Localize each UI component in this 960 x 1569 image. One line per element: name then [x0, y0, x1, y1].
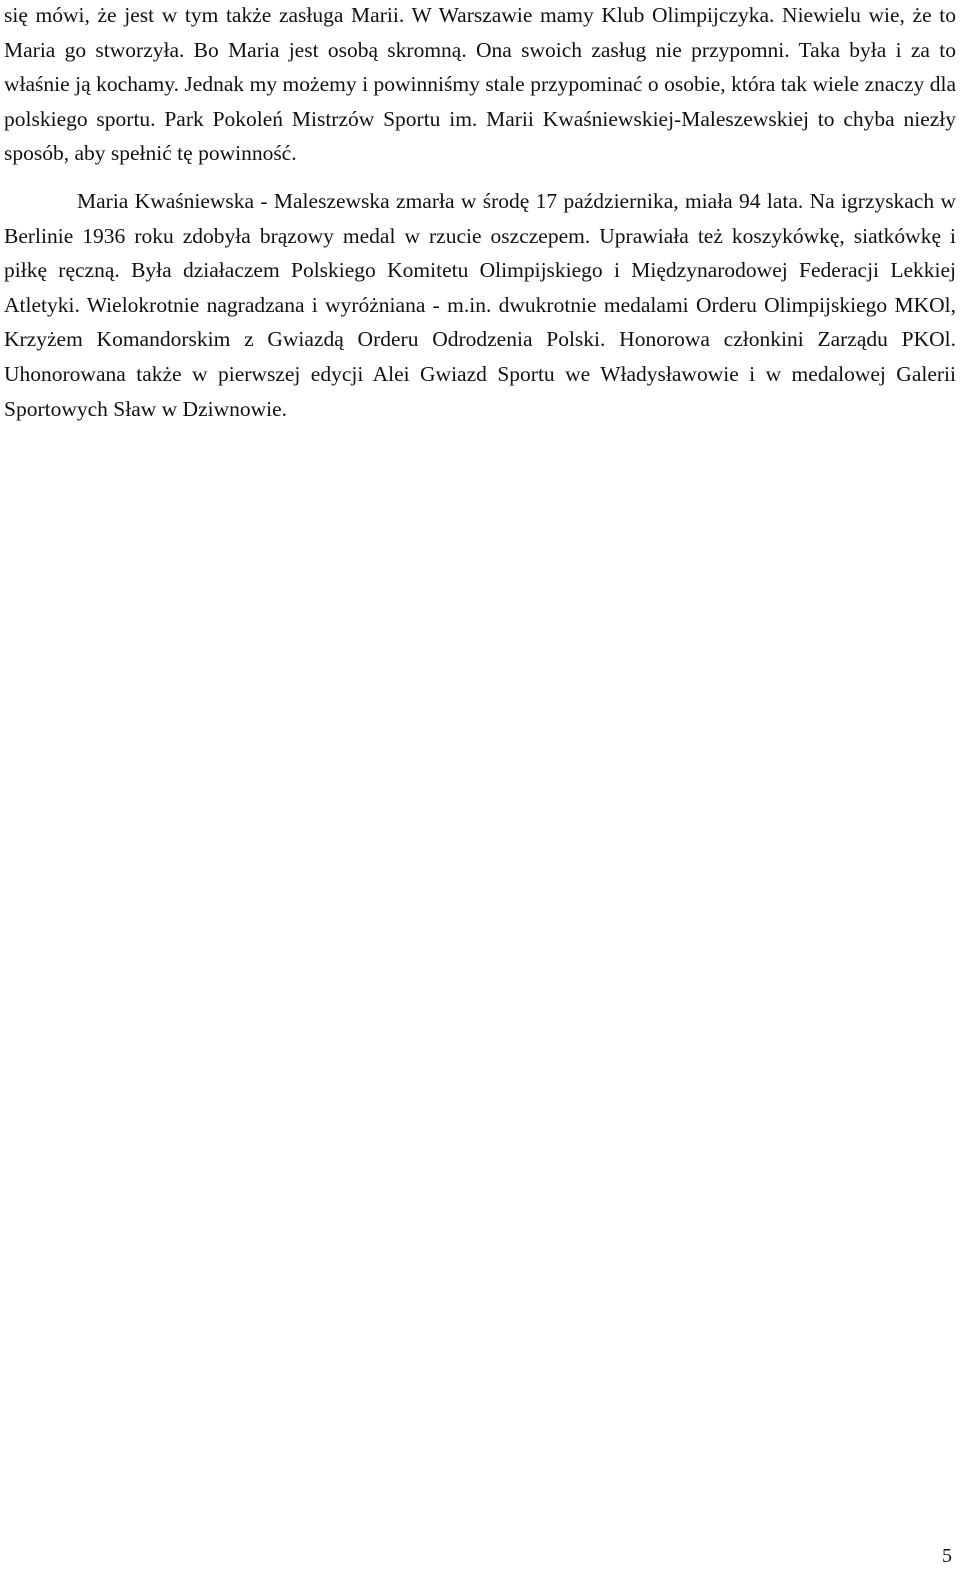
page-number: 5: [942, 1545, 952, 1567]
paragraph-klub-olimpijczyka: się mówi, że jest w tym także zasługa Marii. W Warszawie mamy Klub Olimpijczyka. Niewielu wie, że to Maria go stworzyła. Bo Maria jest osobą skromną. Ona swoich zasług nie przypomni. Taka była i za to właśnie ją kochamy. Jednak my możemy i powinniśmy stale przypominać o osobie, która tak wiele znaczy dla polskiego sportu. Park Pokoleń Mistrzów Sportu im. Marii Kwaśniewskiej-Maleszewskiej to chyba niezły sposób, aby spełnić tę powinność.: [4, 3, 956, 166]
paragraph-biography: [4, 184, 956, 426]
paragraph-biography-text: Maria Kwaśniewska - Maleszewska zmarła w środę 17 października, miała 94 lata. Na igrzyskach w Berlinie 1936 roku zdobyła brązowy medal w rzucie oszczepem. Uprawiała też koszykówkę, siatkówkę i piłkę ręczną. Była działaczem Polskiego Komitetu Olimpijskiego i Międzynarodowej Federacji Lekkiej Atletyki. Wielokrotnie nagradzana i wyróżniana - m.in. dwukrotnie medalami Orderu Olimpijskiego MKOl, Krzyżem Komandorskim z Gwiazdą Orderu Odrodzenia Polski. Honorowa członkini Zarządu PKOl. Uhonorowana także w pierwszej edycji Alei Gwiazd Sportu we Władysławowie i w medalowej Galerii Sportowych Sław w Dziwnowie.: [4, 188, 956, 421]
document-page: [4, 0, 956, 426]
